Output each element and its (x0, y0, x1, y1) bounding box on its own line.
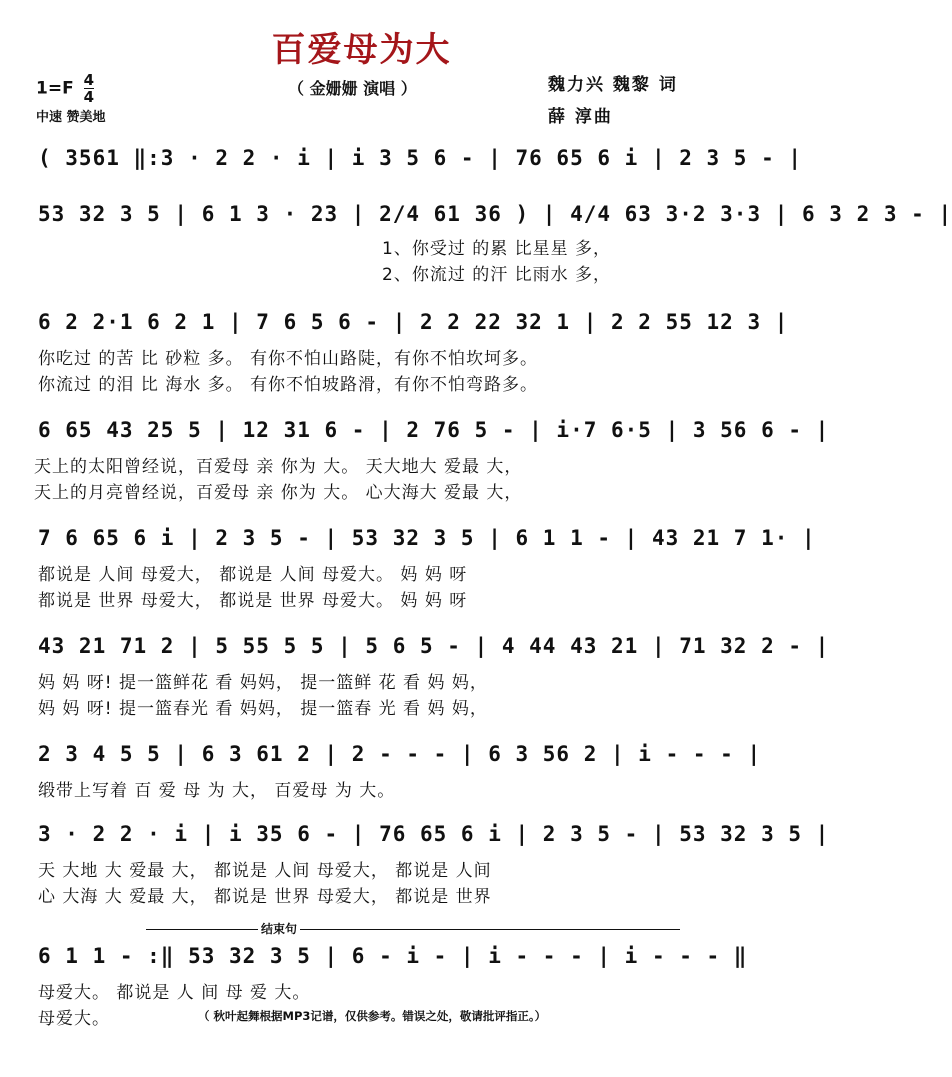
system-4-lyric-1: 天上的太阳曾经说，百爱母 亲 你为 大。 天大地大 爱最 大， (34, 457, 523, 477)
system-3-lyric-2: 你流过 的泪 比 海水 多。 有你不怕坡路滑，有你不怕弯路多。 (38, 375, 539, 395)
system-7-notes: 2 3 4 5 5 | 6 3 61 2 | 2 - - - | 6 3 56 2 | i - - - | (38, 742, 762, 766)
system-6-notes: 43 21 71 2 | 5 55 5 5 | 5 6 5 - | 4 44 43 21 | 71 32 2 - | (38, 634, 830, 658)
ending-label: 结束句 (258, 920, 300, 937)
composer-credit: 薛 淳曲 (548, 107, 613, 127)
ending-bracket-line (146, 929, 680, 930)
system-7-lyric-1: 缎带上写着 百 爱 母 为 大， 百爱母 为 大。 (38, 781, 396, 801)
system-6-lyric-2: 妈 妈 呀! 提一篮春光 看 妈妈， 提一篮春 光 看 妈 妈， (38, 699, 488, 719)
system-2-lyric-2: 2、你流过 的汗 比雨水 多， (382, 265, 612, 285)
time-bottom: 4 (83, 88, 95, 106)
system-5-lyric-2: 都说是 世界 母爱大， 都说是 世界 母爱大。 妈 妈 呀 (38, 591, 468, 611)
singer-credit: （ 金姗姗 演唱 ） (288, 79, 417, 98)
system-9-lyric-1: 母爱大。 都说是 人 间 母 爱 大。 (38, 983, 311, 1003)
system-3-notes: 6 2 2·1 6 2 1 | 7 6 5 6 - | 2 2 22 32 1 | 2 2 55 12 3 | (38, 310, 789, 334)
system-6-lyric-1: 妈 妈 呀! 提一篮鲜花 看 妈妈， 提一篮鲜 花 看 妈 妈， (38, 673, 488, 693)
system-9-lyric-2: 母爱大。 (38, 1009, 110, 1029)
system-1-notes: ( 3561 ‖:3 · 2 2 · i | i 3 5 6 - | 76 65 6 i | 2 3 5 - | (38, 146, 803, 170)
system-5-lyric-1: 都说是 人间 母爱大， 都说是 人间 母爱大。 妈 妈 呀 (38, 565, 468, 585)
system-4-notes: 6 65 43 25 5 | 12 31 6 - | 2 76 5 - | i·7 6·5 | 3 56 6 - | (38, 418, 830, 442)
system-2-notes: 53 32 3 5 | 6 1 3 · 23 | 2/4 61 36 ) | 4/4 63 3·2 3·3 | 6 3 2 3 - | (38, 202, 952, 226)
lyricist-credit: 魏力兴 魏黎 词 (548, 75, 678, 95)
time-top: 4 (83, 71, 95, 89)
system-8-lyric-2: 心 大海 大 爱最 大， 都说是 世界 母爱大， 都说是 世界 (38, 887, 492, 907)
tempo-marking: 中速 赞美地 (36, 110, 106, 125)
system-8-notes: 3 · 2 2 · i | i 35 6 - | 76 65 6 i | 2 3 5 - | 53 32 3 5 | (38, 822, 830, 846)
system-9-notes: 6 1 1 - :‖ 53 32 3 5 | 6 - i - | i - - - | i - - - ‖ (38, 944, 748, 968)
transcription-footnote: （ 秋叶起舞根据MP3记谱，仅供参考。错误之处，敬请批评指正。） (198, 1009, 547, 1023)
system-3-lyric-1: 你吃过 的苦 比 砂粒 多。 有你不怕山路陡，有你不怕坎坷多。 (38, 349, 539, 369)
system-2-lyric-1: 1、你受过 的累 比星星 多， (382, 239, 612, 259)
system-4-lyric-2: 天上的月亮曾经说，百爱母 亲 你为 大。 心大海大 爱最 大， (34, 483, 523, 503)
time-signature (84, 72, 94, 105)
key-label: 1=F (36, 78, 74, 99)
system-5-notes: 7 6 65 6 i | 2 3 5 - | 53 32 3 5 | 6 1 1 - | 43 21 7 1· | (38, 526, 816, 550)
system-8-lyric-1: 天 大地 大 爱最 大， 都说是 人间 母爱大， 都说是 人间 (38, 861, 492, 881)
song-title: 百爱母为大 (271, 30, 452, 70)
key-signature (36, 72, 94, 105)
